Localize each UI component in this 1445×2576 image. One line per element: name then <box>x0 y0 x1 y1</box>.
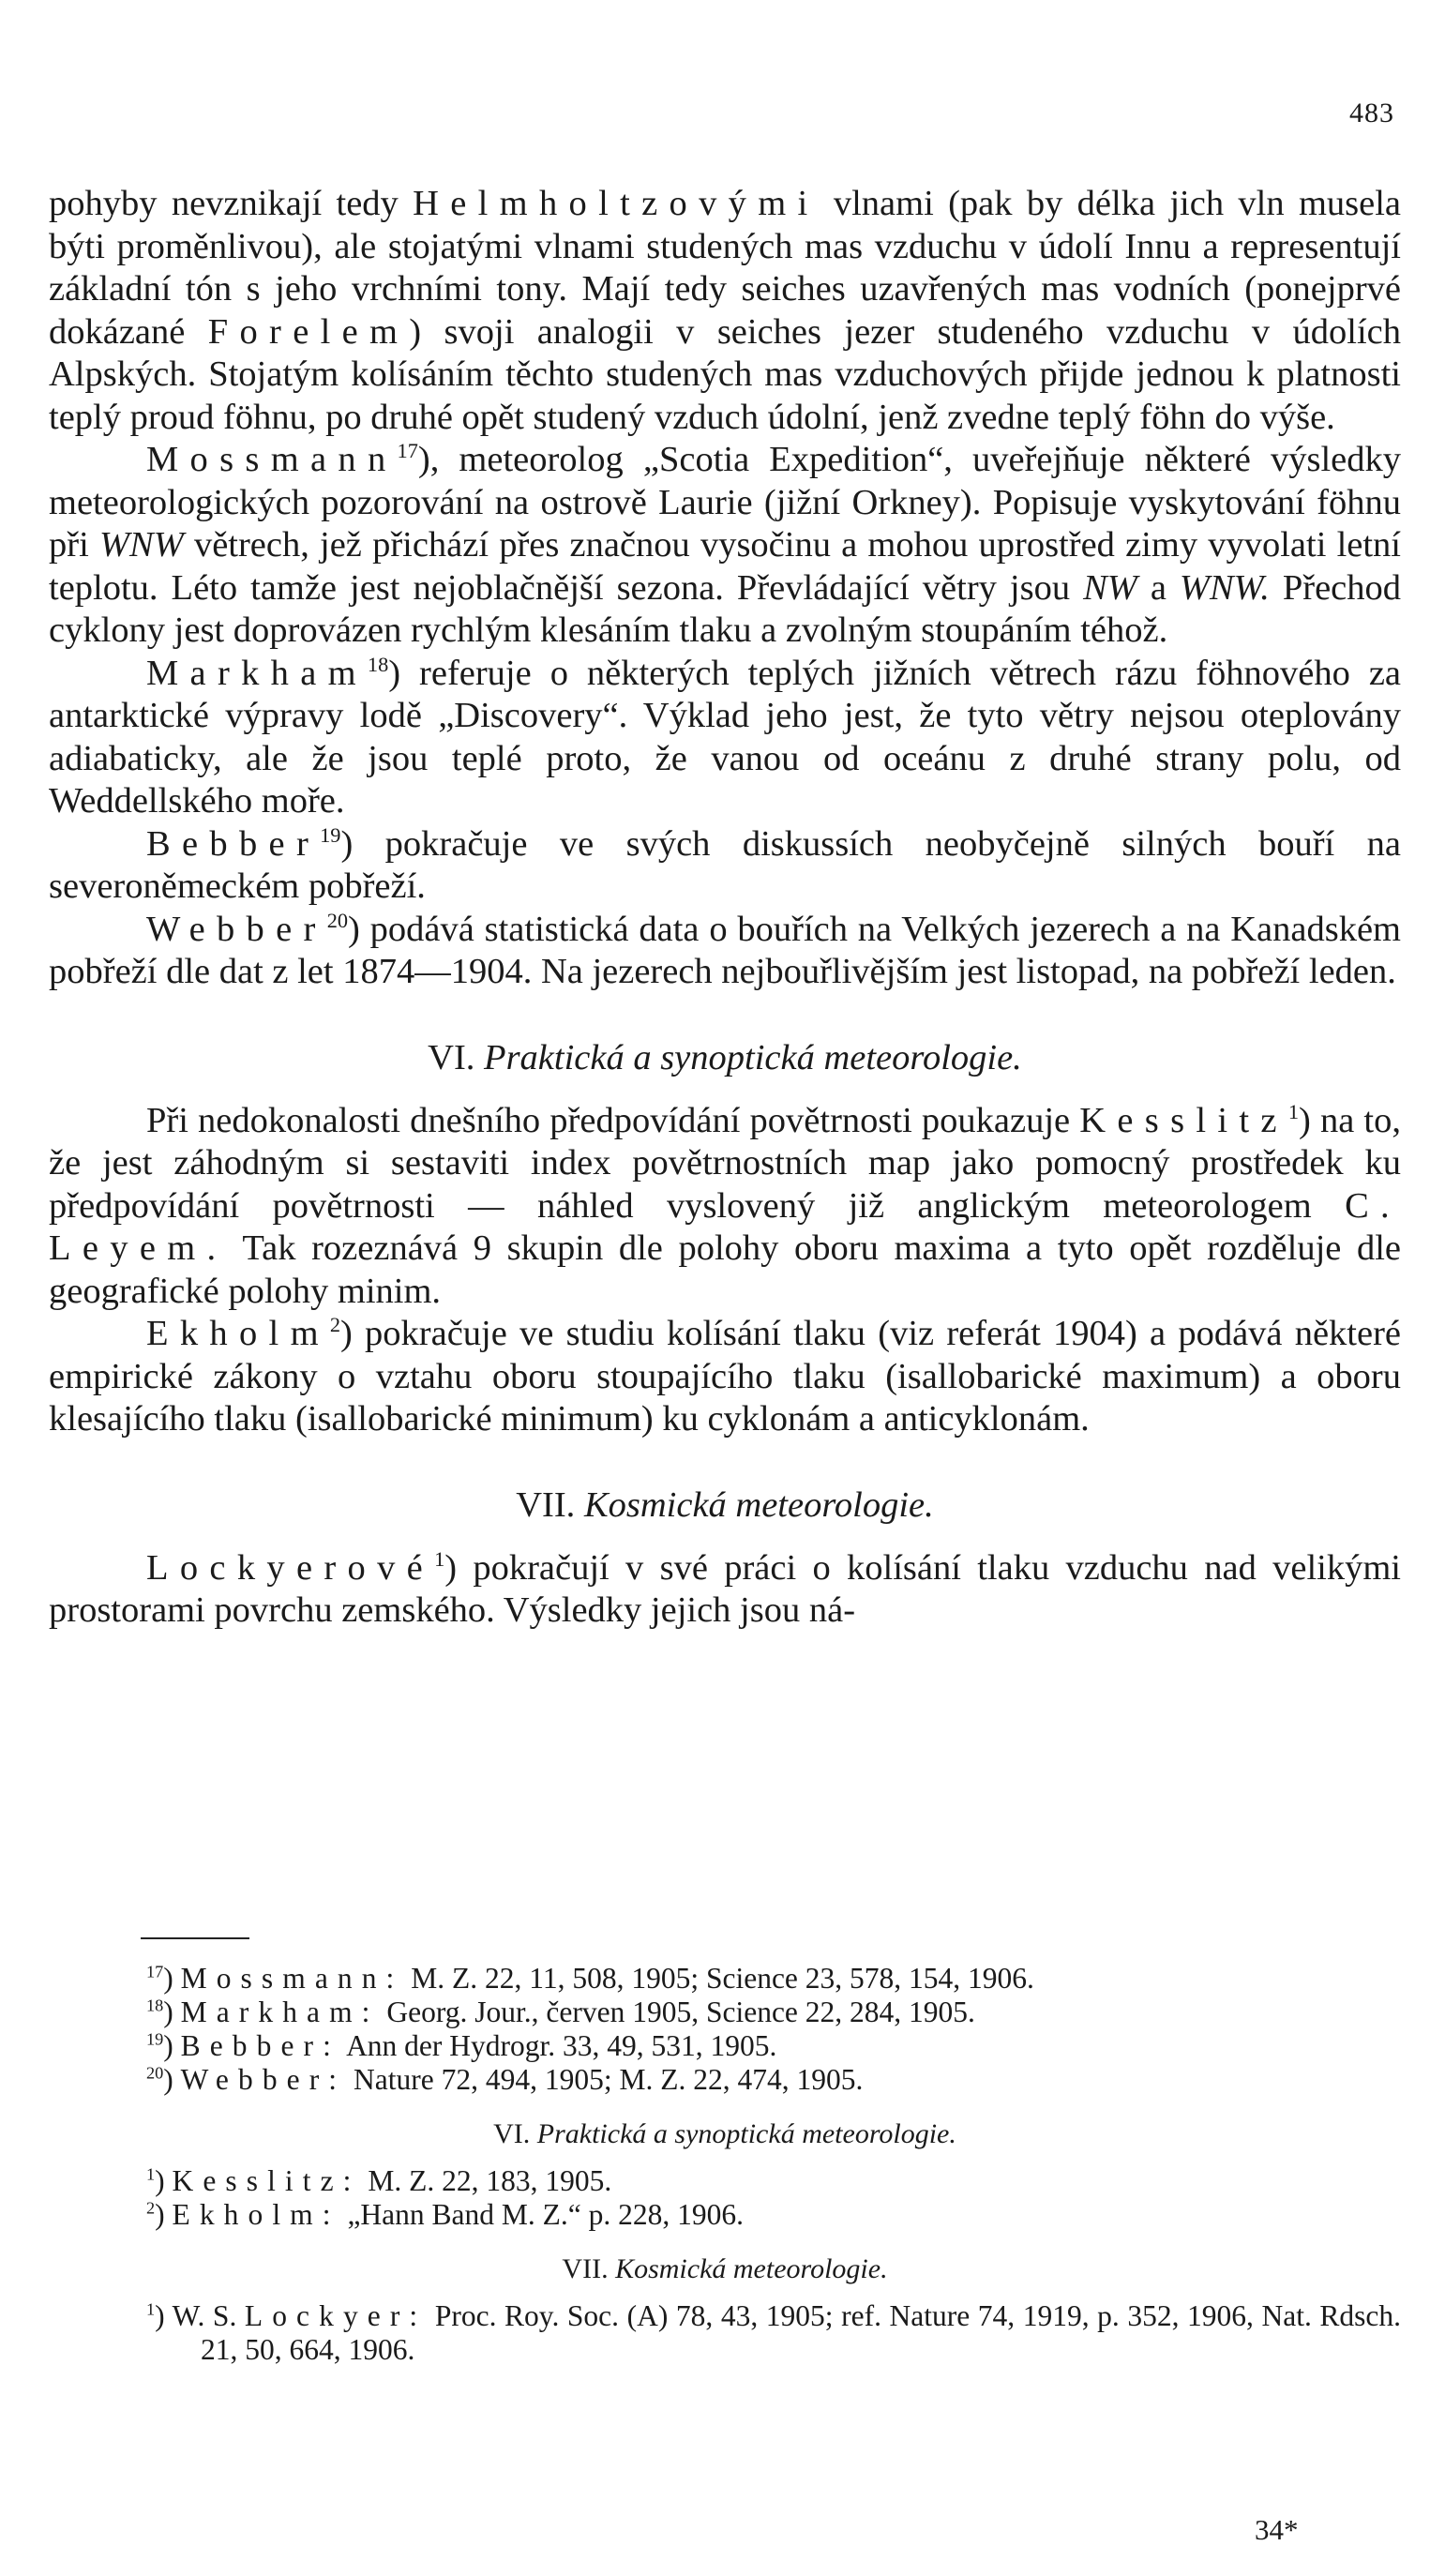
footnote-20: $^{20}$) Webber: Nature 72, 494, 1905; M. Z. 22, 474, 1905. <box>146 2063 864 2096</box>
footnote-ref: 18 <box>367 652 389 676</box>
paragraph-foehn-waves: pohyby nevznikají tedy Helmholtzovými vlnami (pak by délka jich vln musela býti proměnlivou), ale stojatými vlnami studených mas vzduchu v údolí Innu a representují základní tón s jeho vrchními tony. Mají tedy seiches uzavřených mas vodních (ponejprvé dokázané Forelem) svoji analogii v seiches jezer studeného vzduchu v údolích Alpských. Stojatým kolísáním těchto studených mas vzduchových přijde jednou k platnosti teplý proud föhnu, po druhé opět studený vzduch údolní, jenž zvedne teplý föhn do výše. <box>49 184 1401 437</box>
footnote-19: $^{19}$) Bebber: Ann der Hydrogr. 33, 49, 531, 1905. <box>146 2029 777 2062</box>
page-number: 483 <box>1349 98 1394 128</box>
author-name: Ekholm <box>146 1314 330 1353</box>
author-name: Helmholtzovými <box>413 184 820 223</box>
paragraph-ekholm: Ekholm$^2$) pokračuje ve studiu kolísání tlaku (viz referát 1904) a podává některé empirické zákony o vztahu oboru stoupajícího tlaku (isallobarické maximum) a oboru klesajícího tlaku (isallobarické minimum) ku cyklonám a anticyklonám. <box>49 1313 1401 1439</box>
signature-mark: 34* <box>1255 2513 1299 2546</box>
footnote-ekholm: $^2$) Ekholm: „Hann Band M. Z.“ p. 228, 1906. <box>146 2198 745 2231</box>
footnote-ref: 1 <box>1287 1099 1300 1123</box>
author-name: Bebber <box>146 823 321 864</box>
main-text <box>49 183 1401 1633</box>
paragraph-bebber: Bebber$^{19}$) pokračuje ve svých diskussích neobyčejně silných bouří na severoněmeckém pobřeží. <box>49 822 1401 906</box>
footnote-ref: 1 <box>434 1546 445 1571</box>
footnotes <box>49 1962 1401 2367</box>
footnote-lockyer: $^1$) W. S. Lockyer: Proc. Roy. Soc. (A) 78, 43, 1905; ref. Nature 74, 1919, p. 352, 1906, Nat. Rdsch. 21, 50, 664, 1906. <box>146 2299 1402 2366</box>
section-heading-vii: VII. Kosmická meteorologie. <box>516 1484 934 1525</box>
section-heading-vi: VI. Praktická a synoptická meteorologie. <box>428 1037 1022 1077</box>
paragraph-mossmann: Mossmann$^{17}$), meteorolog „Scotia Expedition“, uveřejňuje některé výsledky meteorologických pozorování na ostrově Laurie (jižní Orkney). Popisuje vyskytování föhnu při WNW větrech, jež přichází přes značnou vysočinu a mohou uprostřed zimy vyvolati letní teplotu. Léto tamže jest nejoblačnější sezona. Převládající větry jsou NW a WNW. Přechod cyklony jest doprovázen rychlým klesáním tlaku a zvolným stoupáním téhož. <box>49 439 1402 650</box>
author-name: Kesslitz <box>1079 1100 1288 1140</box>
paragraph-markham: Markham$^{18}$) referuje o některých teplých jižních větrech rázu föhnového za antarktické výpravy lodě „Discovery“. Výklad jeho jest, že tyto větry nejsou oteplovány adiabaticky, ale že jsou teplé proto, že vanou od oceánu z druhé strany polu, od Weddellského moře. <box>49 652 1401 821</box>
paragraph-kesslitz: Při nedokonalosti dnešního předpovídání povětrnosti poukazuje Kesslitz$^1$) na to, že jest záhodným si sestaviti index povětrnostních map jako pomocný prostředek ku předpovídání povětrnosti — náhled vyslovený již anglickým meteorologem C. Leyem. Tak rozeznává 9 skupin dle polohy oboru maxima a tyto opět rozděluje dle geografické polohy minim. <box>49 1099 1402 1311</box>
footnote-ref: 20 <box>326 908 349 932</box>
author-name: C. Leyem. <box>49 1185 1402 1268</box>
author-name: Lockyerové <box>146 1547 435 1588</box>
footnote-ref: 19 <box>320 822 341 847</box>
footnote-ref: 17 <box>397 439 418 463</box>
author-name: Webber <box>146 909 327 949</box>
footnote-17: $^{17}$) Mossmann: M. Z. 22, 11, 508, 1905; Science 23, 578, 154, 1906. <box>146 1962 1034 1995</box>
footnote-ref: 2 <box>329 1313 341 1337</box>
author-name: Mossmann <box>146 440 398 479</box>
author-name: Forelem <box>207 311 410 352</box>
footnote-section-heading-vi: VI. Praktická a synoptická meteorologie. <box>493 2118 956 2149</box>
author-name: Markham <box>146 653 368 693</box>
paragraph-lockyer: Lockyerové$^1$) pokračují v své práci o kolísání tlaku vzduchu nad velikými prostorami povrchu zemského. Výsledky jejich jsou ná- <box>49 1546 1401 1630</box>
footnote-section-heading-vii: VII. Kosmická meteorologie. <box>562 2253 888 2284</box>
footnote-divider <box>141 1937 249 1939</box>
footnote-18: $^{18}$) Markham: Georg. Jour., červen 1905, Science 22, 284, 1905. <box>146 1996 975 2028</box>
footnote-kesslitz: $^1$) Kesslitz: M. Z. 22, 183, 1905. <box>146 2164 612 2197</box>
paragraph-webber: Webber$^{20}$) podává statistická data o bouřích na Velkých jezerech a na Kanadském pobřeží dle dat z let 1874—1904. Na jezerech nejbouřlivějším jest listopad, na pobřeží leden. <box>49 908 1401 991</box>
